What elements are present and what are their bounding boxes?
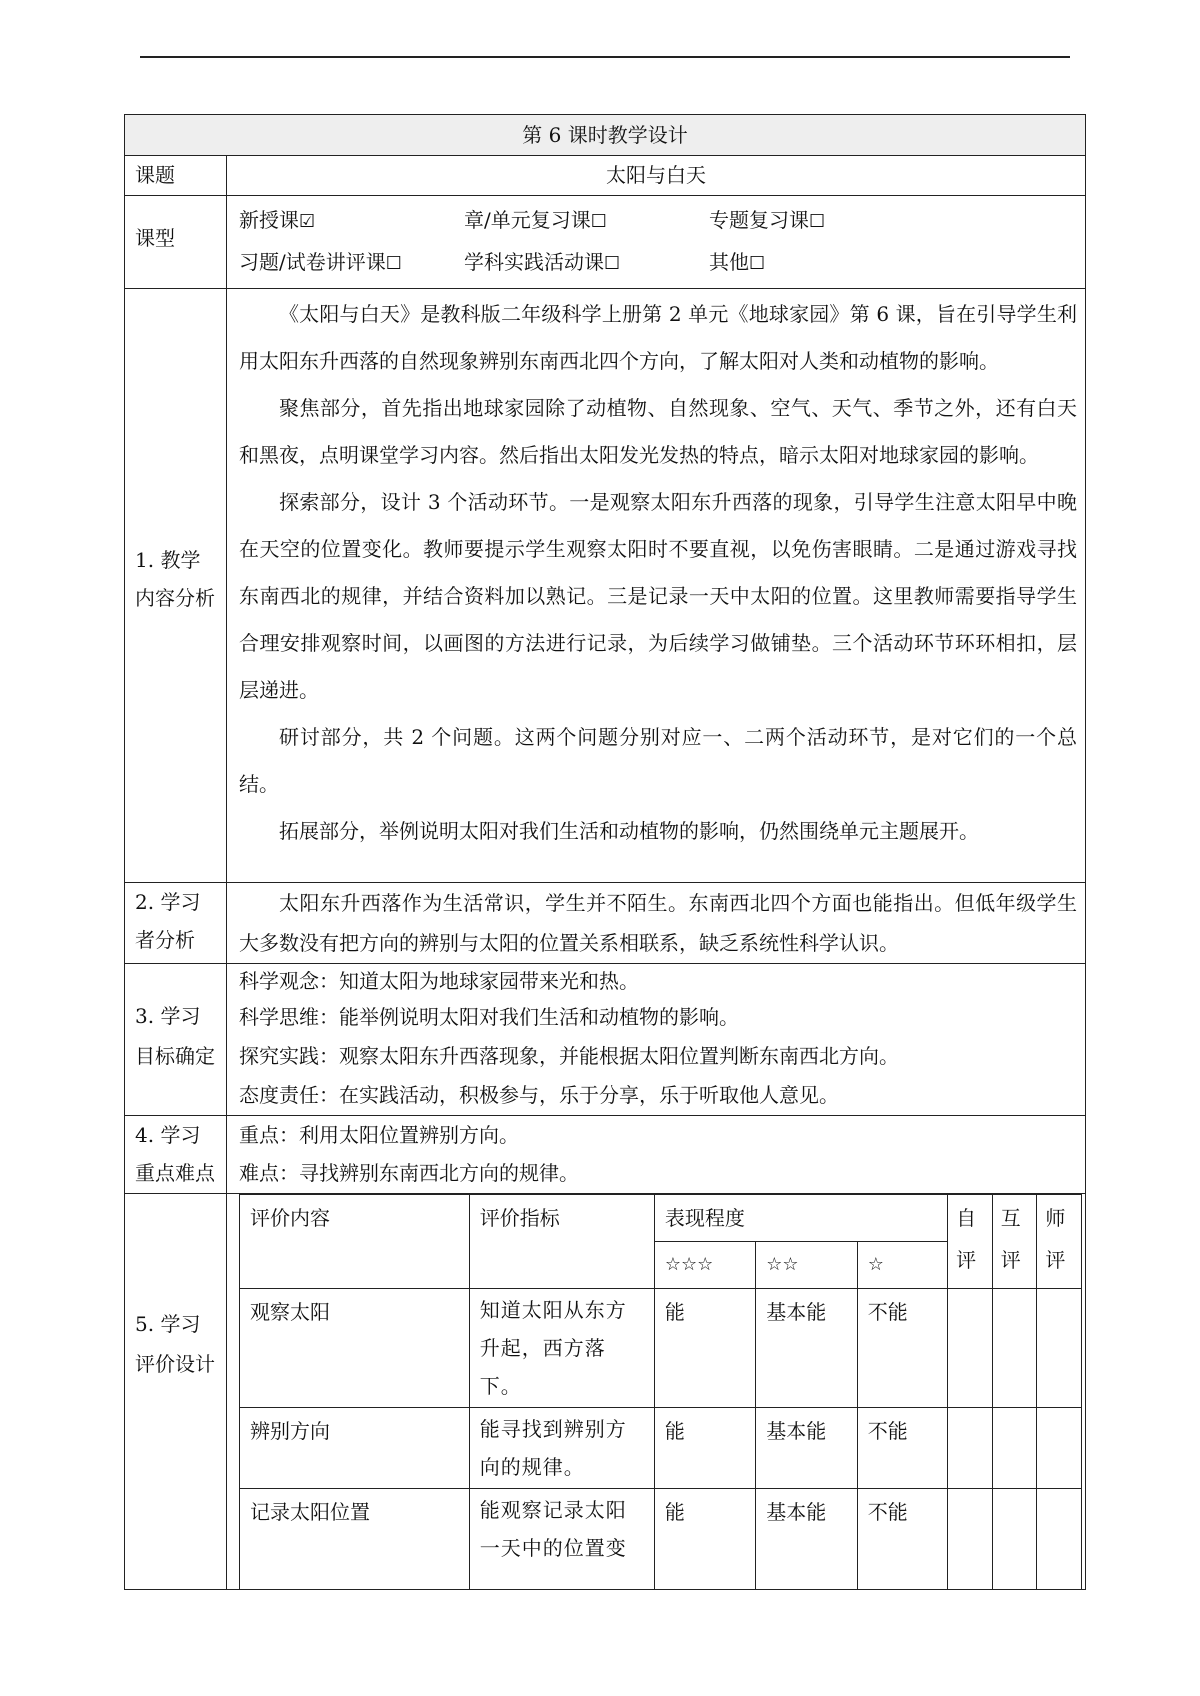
checkbox-icon: ☐: [604, 253, 621, 274]
content-analysis-paragraph: 聚焦部分，首先指出地球家园除了动植物、自然现象、空气、天气、季节之外，还有白天和黑夜，点明课堂学习内容。然后指出太阳发光发热的特点，暗示太阳对地球家园的影响。: [239, 396, 1078, 467]
eval-header-peer: 互评: [992, 1195, 1037, 1289]
eval-teacher-cell: [1037, 1408, 1082, 1489]
eval-indicator-cell: 能观察记录太阳一天中的位置变: [469, 1489, 654, 1590]
checkbox-icon: ☐: [809, 211, 826, 232]
eval-teacher-cell: [1037, 1489, 1082, 1590]
eval-self-cell: [948, 1289, 993, 1408]
lesson-type-label: 课型: [125, 196, 227, 289]
lesson-type-option: [464, 200, 709, 242]
objectives-body: [227, 964, 1086, 1116]
objective-line: 科学观念：知道太阳为地球家园带来光和热。: [239, 969, 639, 993]
learner-analysis-body: [227, 883, 1086, 964]
objective-line: 探究实践：观察太阳东升西落现象，并能根据太阳位置判断东南西北方向。: [239, 1044, 899, 1068]
learner-analysis-label: 2. 学习者分析: [125, 883, 227, 964]
eval-header-self: 自评: [948, 1195, 993, 1289]
eval-level-cell: 不能: [857, 1489, 947, 1590]
eval-teacher-cell: [1037, 1289, 1082, 1408]
eval-header-one-star: ☆: [857, 1242, 947, 1289]
eval-content-cell: 记录太阳位置: [240, 1489, 470, 1590]
lesson-type-option-label: 其他: [709, 250, 749, 274]
eval-header-two-stars: ☆☆: [756, 1242, 857, 1289]
lesson-type-option: [709, 200, 909, 242]
eval-header-performance: 表现程度: [654, 1195, 947, 1242]
checked-box-icon: ☑: [299, 211, 316, 232]
objectives-label: 3. 学习目标确定: [125, 964, 227, 1116]
content-analysis-paragraph: 拓展部分，举例说明太阳对我们生活和动植物的影响，仍然围绕单元主题展开。: [279, 819, 979, 843]
eval-level-cell: 不能: [857, 1408, 947, 1489]
eval-level-cell: 不能: [857, 1289, 947, 1408]
eval-level-cell: 能: [654, 1408, 755, 1489]
evaluation-row: [240, 1489, 1082, 1590]
eval-header-content: 评价内容: [240, 1195, 470, 1289]
eval-content-cell: 辨别方向: [240, 1408, 470, 1489]
eval-level-cell: 基本能: [756, 1408, 857, 1489]
evaluation-label: 5. 学习评价设计: [125, 1194, 227, 1590]
evaluation-row: [240, 1408, 1082, 1489]
eval-level-cell: 能: [654, 1289, 755, 1408]
lesson-type-options: [227, 196, 1086, 289]
lesson-plan-table: [124, 114, 1086, 1590]
eval-indicator-cell: 知道太阳从东方升起，西方落下。: [469, 1289, 654, 1408]
lesson-type-option-label: 习题/试卷讲评课: [239, 250, 386, 274]
objective-line: 态度责任：在实践活动，积极参与，乐于分享，乐于听取他人意见。: [239, 1083, 839, 1107]
checkbox-icon: ☐: [590, 211, 607, 232]
lesson-type-option-label: 章/单元复习课: [464, 208, 591, 232]
lesson-type-option: [239, 200, 464, 242]
eval-level-cell: 基本能: [756, 1489, 857, 1590]
eval-self-cell: [948, 1408, 993, 1489]
objective-line: 科学思维：能举例说明太阳对我们生活和动植物的影响。: [239, 1005, 739, 1029]
key-point-line: 难点：寻找辨别东南西北方向的规律。: [239, 1161, 579, 1185]
key-points-body: [227, 1116, 1086, 1194]
eval-self-cell: [948, 1489, 993, 1590]
eval-content-cell: 观察太阳: [240, 1289, 470, 1408]
eval-peer-cell: [992, 1408, 1037, 1489]
eval-level-cell: 基本能: [756, 1289, 857, 1408]
lesson-type-option: [709, 242, 909, 284]
evaluation-row: [240, 1289, 1082, 1408]
eval-level-cell: 能: [654, 1489, 755, 1590]
content-analysis-label: 1. 教学内容分析: [125, 289, 227, 883]
eval-peer-cell: [992, 1289, 1037, 1408]
checkbox-icon: ☐: [385, 253, 402, 274]
eval-header-indicator: 评价指标: [469, 1195, 654, 1289]
eval-peer-cell: [992, 1489, 1037, 1590]
document-title: 第 6 课时教学设计: [125, 115, 1086, 156]
evaluation-body: [227, 1194, 1086, 1590]
content-analysis-paragraph: 探索部分，设计 3 个活动环节。一是观察太阳东升西落的现象，引导学生注意太阳早中晚在天空的位置变化。教师要提示学生观察太阳时不要直视，以免伤害眼睛。二是通过游戏寻找东南西北的规律，并结合资料加以熟记。三是记录一天中太阳的位置。这里教师需要指导学生合理安排观察时间，以画图的方法进行记录，为后续学习做铺垫。三个活动环节环环相扣，层层递进。: [239, 490, 1078, 702]
key-points-label: 4. 学习重点难点: [125, 1116, 227, 1194]
content-analysis-paragraph: 研讨部分，共 2 个问题。这两个问题分别对应一、二两个活动环节，是对它们的一个总结。: [239, 725, 1078, 796]
learner-analysis-text: 太阳东升西落作为生活常识，学生并不陌生。东南西北四个方面也能指出。但低年级学生大多数没有把方向的辨别与太阳的位置关系相联系，缺乏系统性科学认识。: [239, 891, 1078, 955]
topic-label: 课题: [125, 156, 227, 196]
eval-indicator-cell: 能寻找到辨别方向的规律。: [469, 1408, 654, 1489]
header-rule: [140, 56, 1070, 58]
topic-value: 太阳与白天: [227, 156, 1086, 196]
lesson-type-option-label: 新授课: [239, 208, 299, 232]
eval-header-teacher: 师评: [1037, 1195, 1082, 1289]
lesson-type-option: [464, 242, 709, 284]
content-analysis-body: [227, 289, 1086, 883]
lesson-type-option: [239, 242, 464, 284]
checkbox-icon: ☐: [749, 253, 766, 274]
eval-header-three-stars: ☆☆☆: [654, 1242, 755, 1289]
evaluation-table: [239, 1194, 1082, 1589]
key-point-line: 重点：利用太阳位置辨别方向。: [239, 1123, 519, 1147]
content-analysis-paragraph: 《太阳与白天》是教科版二年级科学上册第 2 单元《地球家园》第 6 课，旨在引导学生利用太阳东升西落的自然现象辨别东南西北四个方向，了解太阳对人类和动植物的影响。: [239, 302, 1078, 373]
lesson-type-option-label: 学科实践活动课: [464, 250, 604, 274]
lesson-type-option-label: 专题复习课: [709, 208, 809, 232]
